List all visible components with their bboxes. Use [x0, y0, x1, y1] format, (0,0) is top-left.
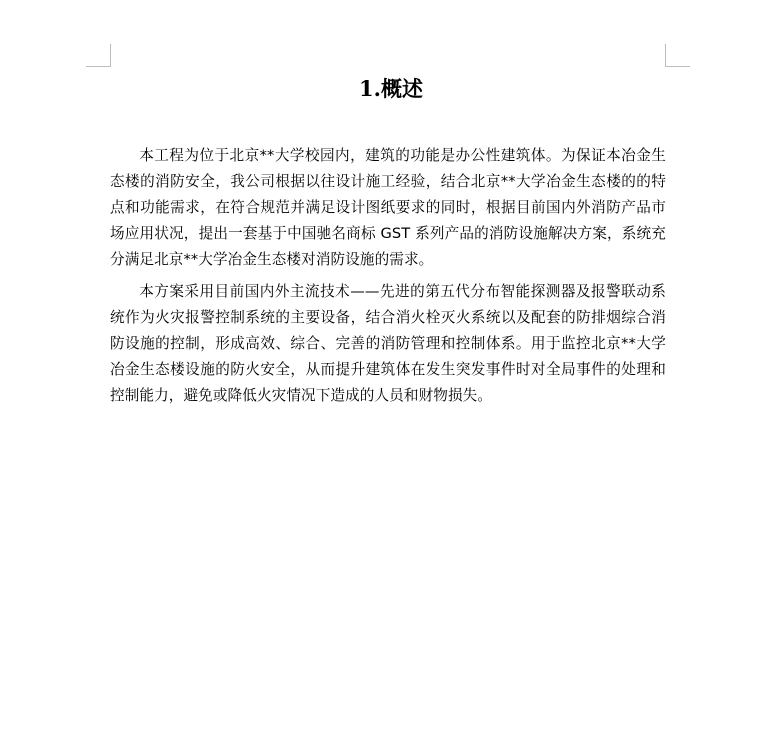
section-title: 1.概述 [359, 76, 423, 101]
document-body [110, 143, 666, 409]
page-corner-mark-top-right [665, 44, 690, 67]
paragraph-2: 本方案采用目前国内外主流技术——先进的第五代分布智能探测器及报警联动系统作为火灾报警控制系统的主要设备，结合消火栓灭火系统以及配套的防排烟综合消防设施的控制，形成高效、综合、完善的消防管理和控制体系。用于监控北京**大学冶金生态楼设施的防火安全，从而提升建筑体在发生突发事件时对全局事件的处理和控制能力，避免或降低火灾情况下造成的人员和财物损失。 [110, 283, 666, 404]
page-corner-mark-top-left [86, 44, 111, 67]
paragraph-1: 本工程为位于北京**大学校园内，建筑的功能是办公性建筑体。为保证本冶金生态楼的消防安全，我公司根据以往设计施工经验，结合北京**大学冶金生态楼的的特点和功能需求，在符合规范并满足设计图纸要求的同时，根据目前国内外消防产品市场应用状况，提出一套基于中国驰名商标 GST 系列产品的消防设施解决方案，系统充分满足北京**大学冶金生态楼对消防设施的需求。 [110, 147, 666, 268]
